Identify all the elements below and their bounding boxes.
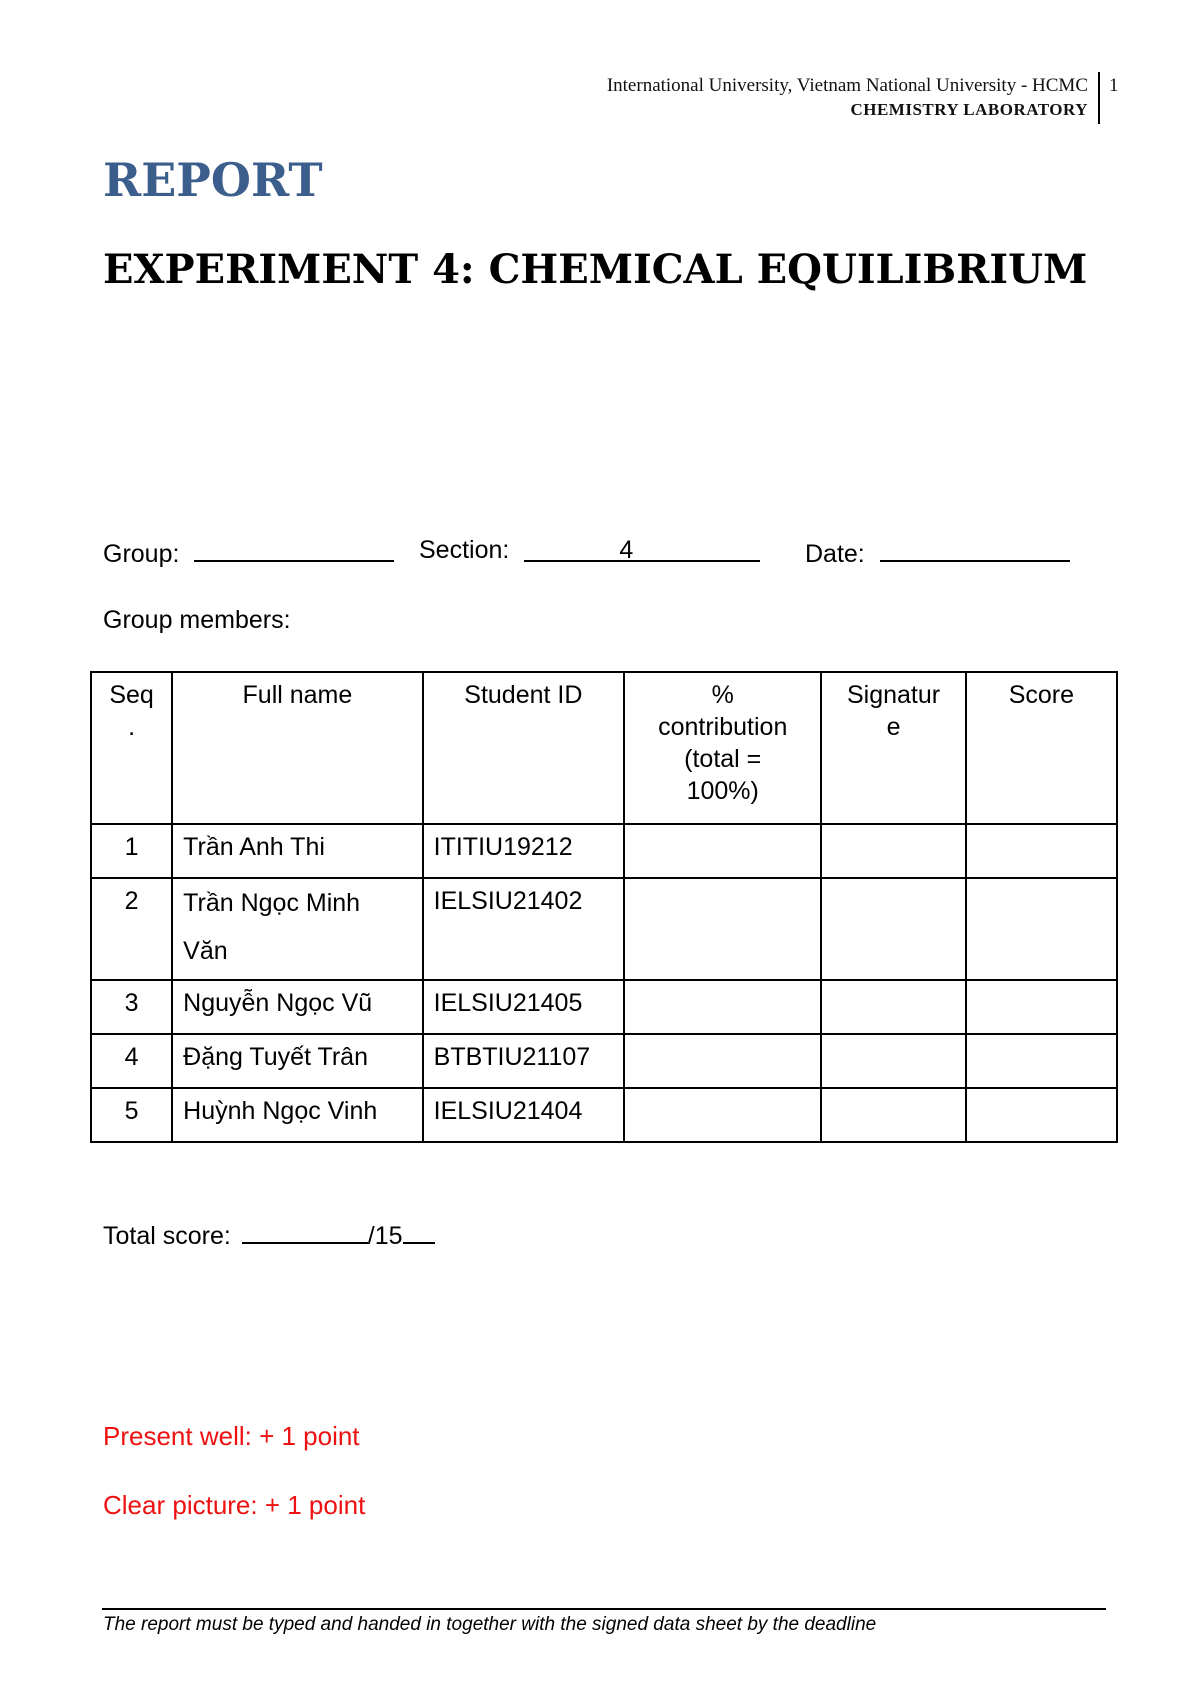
row-contribution[interactable] [624, 980, 821, 1034]
total-score [103, 1214, 435, 1254]
row-score[interactable] [966, 1088, 1117, 1142]
row-score[interactable] [966, 878, 1117, 980]
row-seq: 5 [91, 1088, 172, 1142]
row-id: BTBTIU21107 [423, 1034, 624, 1088]
institution-name: International University, Vietnam National University - HCMC [606, 75, 1088, 96]
department-name: CHEMISTRY LABORATORY [850, 100, 1088, 119]
table-row [91, 878, 1117, 980]
row-signature[interactable] [821, 1088, 965, 1142]
total-score-blank [242, 1214, 368, 1244]
footer-note: The report must be typed and handed in together with the signed data sheet by the deadline [103, 1614, 877, 1635]
row-name: Đặng Tuyết Trân [172, 1034, 422, 1088]
row-score[interactable] [966, 980, 1117, 1034]
date-blank [880, 532, 1070, 562]
page-header [607, 74, 1088, 122]
section-value: 4 [619, 536, 634, 564]
section-label: Section: [419, 536, 510, 564]
row-contribution[interactable] [624, 1088, 821, 1142]
table-row [91, 824, 1117, 878]
row-seq: 1 [91, 824, 172, 878]
row-signature[interactable] [821, 1034, 965, 1088]
bonus-present-well: Present well: + 1 point [103, 1421, 360, 1451]
row-id: IELSIU21404 [423, 1088, 624, 1142]
row-signature[interactable] [821, 878, 965, 980]
total-score-label: Total score: [103, 1222, 231, 1250]
row-contribution[interactable] [624, 1034, 821, 1088]
row-score[interactable] [966, 824, 1117, 878]
total-score-trailing-blank [403, 1214, 435, 1244]
row-seq: 3 [91, 980, 172, 1034]
table-row [91, 1088, 1117, 1142]
members-table [90, 671, 1118, 1143]
row-contribution[interactable] [624, 824, 821, 878]
row-id: IELSIU21405 [423, 980, 624, 1034]
row-contribution[interactable] [624, 878, 821, 980]
date-label: Date: [805, 540, 865, 568]
col-contribution: % contribution (total = 100%) [624, 672, 821, 824]
row-name: Nguyễn Ngọc Vũ [172, 980, 422, 1034]
row-seq: 4 [91, 1034, 172, 1088]
col-score: Score [966, 672, 1117, 824]
row-signature[interactable] [821, 980, 965, 1034]
experiment-title: EXPERIMENT 4: CHEMICAL EQUILIBRIUM [103, 246, 1088, 293]
table-row [91, 980, 1117, 1034]
row-id: IELSIU21402 [423, 878, 624, 980]
col-full-name: Full name [172, 672, 422, 824]
header-divider [1098, 72, 1100, 124]
section-field [419, 532, 760, 568]
bonus-clear-picture: Clear picture: + 1 point [103, 1490, 366, 1520]
col-signature: Signatur e [821, 672, 965, 824]
row-id: ITITIU19212 [423, 824, 624, 878]
section-blank [524, 532, 760, 562]
footer-divider [102, 1608, 1106, 1610]
group-members-label: Group members: [103, 606, 291, 634]
row-name: Trần Anh Thi [172, 824, 422, 878]
col-student-id: Student ID [423, 672, 624, 824]
row-score[interactable] [966, 1034, 1117, 1088]
table-row [91, 1034, 1117, 1088]
group-field [103, 532, 394, 572]
table-header-row [91, 672, 1117, 824]
report-title: REPORT [103, 153, 323, 207]
group-blank [194, 532, 394, 562]
col-seq: Seq . [91, 672, 172, 824]
group-label: Group: [103, 540, 180, 568]
group-info-row [103, 532, 1103, 568]
row-seq: 2 [91, 878, 172, 980]
row-name: Huỳnh Ngọc Vinh [172, 1088, 422, 1142]
page-number: 1 [1109, 75, 1119, 96]
row-name: Trần Ngọc Minh Văn [172, 878, 422, 980]
total-score-max: /15 [367, 1222, 403, 1250]
date-field [805, 532, 1070, 572]
row-signature[interactable] [821, 824, 965, 878]
